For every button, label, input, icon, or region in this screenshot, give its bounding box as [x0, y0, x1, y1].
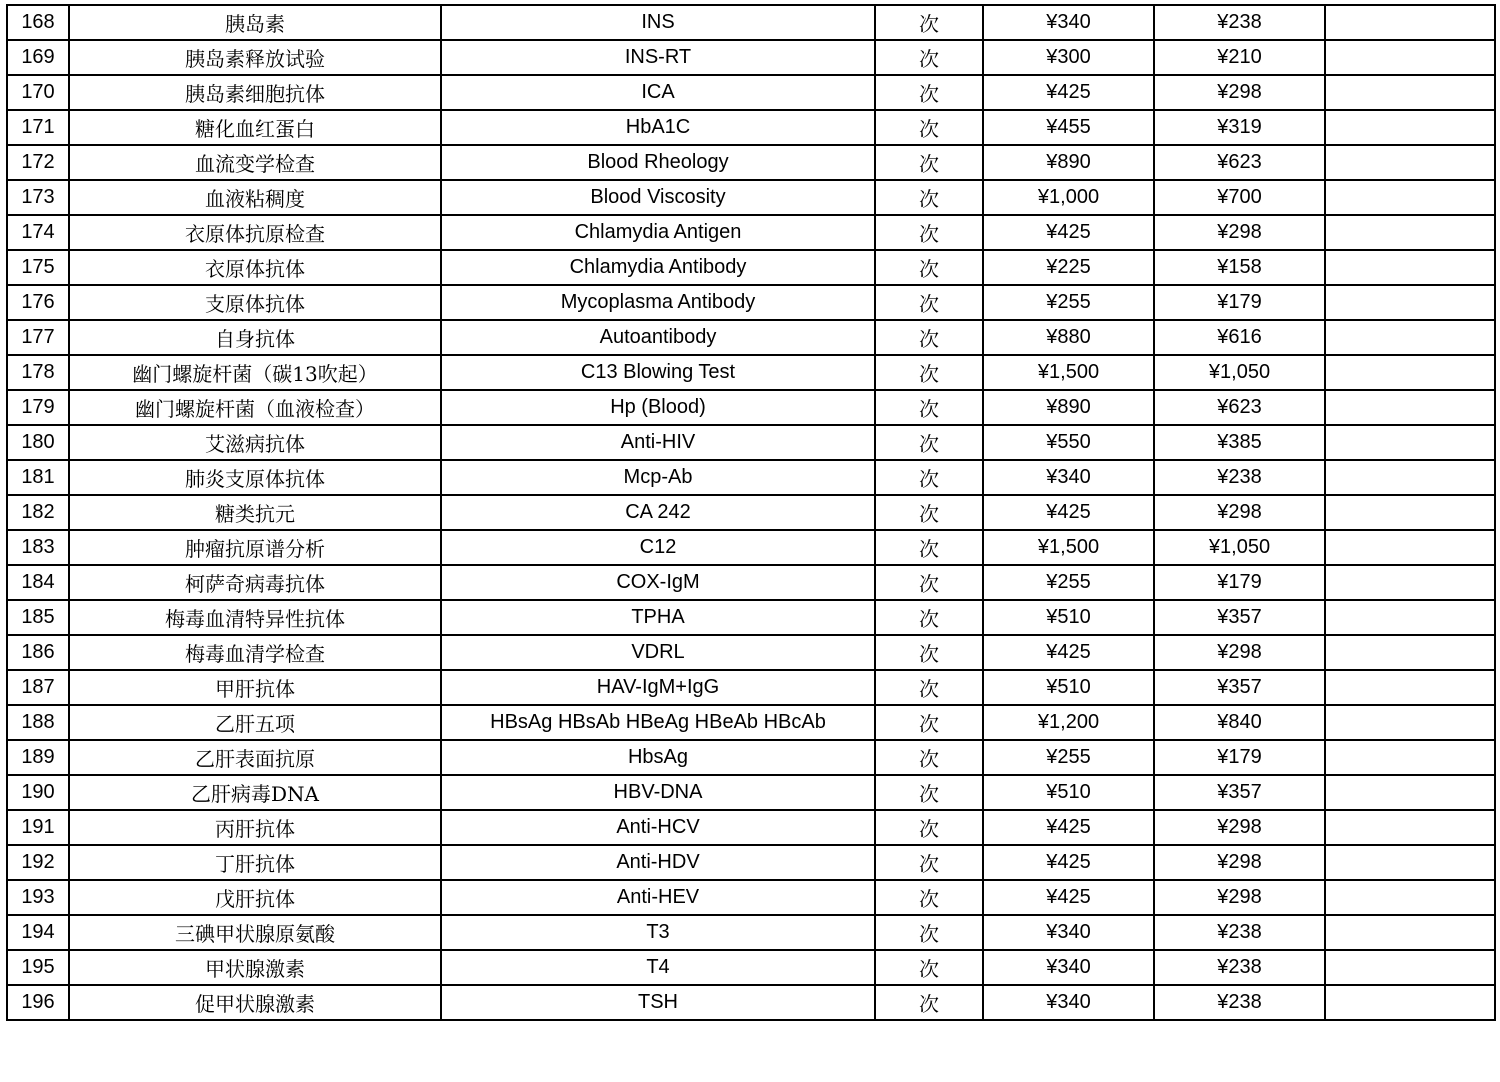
row-number: 196 — [7, 985, 69, 1020]
unit-cell: 次 — [875, 915, 983, 950]
price-cell: ¥510 — [983, 600, 1154, 635]
price-cell: ¥340 — [983, 950, 1154, 985]
table-row — [7, 215, 1495, 250]
row-number: 182 — [7, 495, 69, 530]
table-row — [7, 425, 1495, 460]
unit-cell: 次 — [875, 495, 983, 530]
unit-cell: 次 — [875, 355, 983, 390]
item-name-cn: 甲状腺激素 — [69, 950, 441, 985]
price-cell: ¥510 — [983, 775, 1154, 810]
note-cell — [1325, 75, 1495, 110]
table-row — [7, 950, 1495, 985]
price-list-page — [6, 4, 1496, 1021]
discount-price-cell: ¥357 — [1154, 670, 1325, 705]
item-name-en: Hp (Blood) — [441, 390, 875, 425]
table-row — [7, 565, 1495, 600]
item-name-cn: 糖化血红蛋白 — [69, 110, 441, 145]
row-number: 175 — [7, 250, 69, 285]
discount-price-cell: ¥298 — [1154, 215, 1325, 250]
note-cell — [1325, 355, 1495, 390]
item-name-en: Anti-HCV — [441, 810, 875, 845]
unit-cell: 次 — [875, 250, 983, 285]
item-name-cn: 幽门螺旋杆菌（碳13吹起） — [69, 355, 441, 390]
item-name-en: INS-RT — [441, 40, 875, 75]
unit-cell: 次 — [875, 600, 983, 635]
price-cell: ¥340 — [983, 915, 1154, 950]
table-row — [7, 180, 1495, 215]
item-name-en: CA 242 — [441, 495, 875, 530]
item-name-cn: 自身抗体 — [69, 320, 441, 355]
item-name-cn: 幽门螺旋杆菌（血液检查） — [69, 390, 441, 425]
discount-price-cell: ¥1,050 — [1154, 355, 1325, 390]
unit-cell: 次 — [875, 740, 983, 775]
discount-price-cell: ¥1,050 — [1154, 530, 1325, 565]
table-row — [7, 600, 1495, 635]
note-cell — [1325, 425, 1495, 460]
discount-price-cell: ¥700 — [1154, 180, 1325, 215]
note-cell — [1325, 40, 1495, 75]
item-name-en: C13 Blowing Test — [441, 355, 875, 390]
item-name-cn: 艾滋病抗体 — [69, 425, 441, 460]
row-number: 171 — [7, 110, 69, 145]
discount-price-cell: ¥357 — [1154, 775, 1325, 810]
item-name-en: Mcp-Ab — [441, 460, 875, 495]
discount-price-cell: ¥238 — [1154, 950, 1325, 985]
item-name-en: C12 — [441, 530, 875, 565]
price-cell: ¥1,000 — [983, 180, 1154, 215]
discount-price-cell: ¥623 — [1154, 145, 1325, 180]
price-cell: ¥425 — [983, 845, 1154, 880]
table-row — [7, 635, 1495, 670]
price-cell: ¥880 — [983, 320, 1154, 355]
price-cell: ¥225 — [983, 250, 1154, 285]
row-number: 187 — [7, 670, 69, 705]
discount-price-cell: ¥238 — [1154, 915, 1325, 950]
item-name-cn: 促甲状腺激素 — [69, 985, 441, 1020]
row-number: 170 — [7, 75, 69, 110]
item-name-cn: 乙肝五项 — [69, 705, 441, 740]
unit-cell: 次 — [875, 5, 983, 40]
item-name-cn: 胰岛素 — [69, 5, 441, 40]
row-number: 191 — [7, 810, 69, 845]
unit-cell: 次 — [875, 390, 983, 425]
table-row — [7, 355, 1495, 390]
item-name-en: VDRL — [441, 635, 875, 670]
row-number: 176 — [7, 285, 69, 320]
price-cell: ¥255 — [983, 740, 1154, 775]
unit-cell: 次 — [875, 285, 983, 320]
price-cell: ¥340 — [983, 5, 1154, 40]
item-name-en: Chlamydia Antibody — [441, 250, 875, 285]
item-name-en: COX-IgM — [441, 565, 875, 600]
unit-cell: 次 — [875, 530, 983, 565]
price-cell: ¥340 — [983, 460, 1154, 495]
price-cell: ¥510 — [983, 670, 1154, 705]
table-row — [7, 40, 1495, 75]
discount-price-cell: ¥298 — [1154, 75, 1325, 110]
price-cell: ¥425 — [983, 75, 1154, 110]
discount-price-cell: ¥179 — [1154, 740, 1325, 775]
table-row — [7, 810, 1495, 845]
row-number: 192 — [7, 845, 69, 880]
price-cell: ¥340 — [983, 985, 1154, 1020]
row-number: 172 — [7, 145, 69, 180]
discount-price-cell: ¥298 — [1154, 810, 1325, 845]
note-cell — [1325, 215, 1495, 250]
row-number: 180 — [7, 425, 69, 460]
item-name-cn: 梅毒血清特异性抗体 — [69, 600, 441, 635]
discount-price-cell: ¥623 — [1154, 390, 1325, 425]
item-name-cn: 戊肝抗体 — [69, 880, 441, 915]
price-cell: ¥255 — [983, 565, 1154, 600]
unit-cell: 次 — [875, 145, 983, 180]
table-row — [7, 110, 1495, 145]
unit-cell: 次 — [875, 635, 983, 670]
item-name-cn: 丙肝抗体 — [69, 810, 441, 845]
note-cell — [1325, 565, 1495, 600]
note-cell — [1325, 775, 1495, 810]
item-name-en: Anti-HDV — [441, 845, 875, 880]
table-row — [7, 460, 1495, 495]
item-name-cn: 胰岛素细胞抗体 — [69, 75, 441, 110]
unit-cell: 次 — [875, 460, 983, 495]
item-name-cn: 胰岛素释放试验 — [69, 40, 441, 75]
item-name-cn: 糖类抗元 — [69, 495, 441, 530]
note-cell — [1325, 390, 1495, 425]
item-name-en: HBsAg HBsAb HBeAg HBeAb HBcAb — [441, 705, 875, 740]
table-row — [7, 250, 1495, 285]
discount-price-cell: ¥298 — [1154, 635, 1325, 670]
discount-price-cell: ¥179 — [1154, 285, 1325, 320]
item-name-en: TPHA — [441, 600, 875, 635]
note-cell — [1325, 145, 1495, 180]
row-number: 195 — [7, 950, 69, 985]
item-name-en: ICA — [441, 75, 875, 110]
note-cell — [1325, 110, 1495, 145]
table-row — [7, 845, 1495, 880]
note-cell — [1325, 915, 1495, 950]
discount-price-cell: ¥616 — [1154, 320, 1325, 355]
row-number: 181 — [7, 460, 69, 495]
table-row — [7, 670, 1495, 705]
note-cell — [1325, 950, 1495, 985]
price-cell: ¥425 — [983, 215, 1154, 250]
table-row — [7, 145, 1495, 180]
note-cell — [1325, 180, 1495, 215]
row-number: 173 — [7, 180, 69, 215]
unit-cell: 次 — [875, 880, 983, 915]
row-number: 177 — [7, 320, 69, 355]
note-cell — [1325, 320, 1495, 355]
note-cell — [1325, 530, 1495, 565]
discount-price-cell: ¥319 — [1154, 110, 1325, 145]
table-row — [7, 740, 1495, 775]
note-cell — [1325, 705, 1495, 740]
note-cell — [1325, 495, 1495, 530]
note-cell — [1325, 740, 1495, 775]
price-cell: ¥550 — [983, 425, 1154, 460]
item-name-en: Chlamydia Antigen — [441, 215, 875, 250]
table-row — [7, 705, 1495, 740]
note-cell — [1325, 845, 1495, 880]
note-cell — [1325, 285, 1495, 320]
item-name-en: Anti-HIV — [441, 425, 875, 460]
row-number: 193 — [7, 880, 69, 915]
note-cell — [1325, 880, 1495, 915]
unit-cell: 次 — [875, 180, 983, 215]
item-name-cn: 血流变学检查 — [69, 145, 441, 180]
item-name-en: HBV-DNA — [441, 775, 875, 810]
item-name-en: Anti-HEV — [441, 880, 875, 915]
table-row — [7, 530, 1495, 565]
table-row — [7, 5, 1495, 40]
price-cell: ¥425 — [983, 495, 1154, 530]
discount-price-cell: ¥357 — [1154, 600, 1325, 635]
discount-price-cell: ¥298 — [1154, 845, 1325, 880]
item-name-cn: 三碘甲状腺原氨酸 — [69, 915, 441, 950]
price-cell: ¥1,200 — [983, 705, 1154, 740]
row-number: 188 — [7, 705, 69, 740]
item-name-cn: 梅毒血清学检查 — [69, 635, 441, 670]
item-name-en: HbA1C — [441, 110, 875, 145]
price-cell: ¥255 — [983, 285, 1154, 320]
unit-cell: 次 — [875, 565, 983, 600]
price-table — [6, 4, 1496, 1021]
note-cell — [1325, 635, 1495, 670]
note-cell — [1325, 670, 1495, 705]
row-number: 179 — [7, 390, 69, 425]
item-name-en: Blood Viscosity — [441, 180, 875, 215]
note-cell — [1325, 5, 1495, 40]
item-name-cn: 肺炎支原体抗体 — [69, 460, 441, 495]
unit-cell: 次 — [875, 810, 983, 845]
unit-cell: 次 — [875, 670, 983, 705]
item-name-en: Blood Rheology — [441, 145, 875, 180]
row-number: 169 — [7, 40, 69, 75]
table-row — [7, 915, 1495, 950]
item-name-cn: 乙肝表面抗原 — [69, 740, 441, 775]
item-name-cn: 肿瘤抗原谱分析 — [69, 530, 441, 565]
row-number: 185 — [7, 600, 69, 635]
unit-cell: 次 — [875, 985, 983, 1020]
item-name-en: HbsAg — [441, 740, 875, 775]
discount-price-cell: ¥238 — [1154, 985, 1325, 1020]
discount-price-cell: ¥210 — [1154, 40, 1325, 75]
unit-cell: 次 — [875, 40, 983, 75]
unit-cell: 次 — [875, 215, 983, 250]
item-name-en: HAV-IgM+IgG — [441, 670, 875, 705]
item-name-cn: 支原体抗体 — [69, 285, 441, 320]
price-cell: ¥1,500 — [983, 355, 1154, 390]
discount-price-cell: ¥840 — [1154, 705, 1325, 740]
price-cell: ¥300 — [983, 40, 1154, 75]
row-number: 178 — [7, 355, 69, 390]
row-number: 184 — [7, 565, 69, 600]
unit-cell: 次 — [875, 775, 983, 810]
unit-cell: 次 — [875, 705, 983, 740]
item-name-cn: 乙肝病毒DNA — [69, 775, 441, 810]
item-name-en: T3 — [441, 915, 875, 950]
unit-cell: 次 — [875, 845, 983, 880]
price-cell: ¥1,500 — [983, 530, 1154, 565]
item-name-en: TSH — [441, 985, 875, 1020]
unit-cell: 次 — [875, 110, 983, 145]
discount-price-cell: ¥385 — [1154, 425, 1325, 460]
unit-cell: 次 — [875, 425, 983, 460]
item-name-cn: 衣原体抗原检查 — [69, 215, 441, 250]
row-number: 186 — [7, 635, 69, 670]
note-cell — [1325, 250, 1495, 285]
price-cell: ¥890 — [983, 390, 1154, 425]
price-cell: ¥425 — [983, 880, 1154, 915]
table-row — [7, 880, 1495, 915]
table-row — [7, 390, 1495, 425]
row-number: 183 — [7, 530, 69, 565]
item-name-cn: 血液粘稠度 — [69, 180, 441, 215]
discount-price-cell: ¥238 — [1154, 5, 1325, 40]
table-body — [7, 5, 1495, 1020]
item-name-en: T4 — [441, 950, 875, 985]
note-cell — [1325, 985, 1495, 1020]
item-name-en: Mycoplasma Antibody — [441, 285, 875, 320]
discount-price-cell: ¥238 — [1154, 460, 1325, 495]
table-row — [7, 75, 1495, 110]
note-cell — [1325, 460, 1495, 495]
unit-cell: 次 — [875, 950, 983, 985]
discount-price-cell: ¥179 — [1154, 565, 1325, 600]
table-row — [7, 320, 1495, 355]
row-number: 190 — [7, 775, 69, 810]
row-number: 174 — [7, 215, 69, 250]
unit-cell: 次 — [875, 320, 983, 355]
item-name-cn: 甲肝抗体 — [69, 670, 441, 705]
note-cell — [1325, 600, 1495, 635]
discount-price-cell: ¥298 — [1154, 880, 1325, 915]
table-row — [7, 495, 1495, 530]
row-number: 189 — [7, 740, 69, 775]
price-cell: ¥425 — [983, 635, 1154, 670]
table-row — [7, 285, 1495, 320]
row-number: 194 — [7, 915, 69, 950]
unit-cell: 次 — [875, 75, 983, 110]
item-name-cn: 衣原体抗体 — [69, 250, 441, 285]
discount-price-cell: ¥298 — [1154, 495, 1325, 530]
row-number: 168 — [7, 5, 69, 40]
price-cell: ¥425 — [983, 810, 1154, 845]
item-name-en: Autoantibody — [441, 320, 875, 355]
table-row — [7, 985, 1495, 1020]
price-cell: ¥455 — [983, 110, 1154, 145]
discount-price-cell: ¥158 — [1154, 250, 1325, 285]
table-row — [7, 775, 1495, 810]
item-name-en: INS — [441, 5, 875, 40]
price-cell: ¥890 — [983, 145, 1154, 180]
item-name-cn: 柯萨奇病毒抗体 — [69, 565, 441, 600]
item-name-cn: 丁肝抗体 — [69, 845, 441, 880]
note-cell — [1325, 810, 1495, 845]
